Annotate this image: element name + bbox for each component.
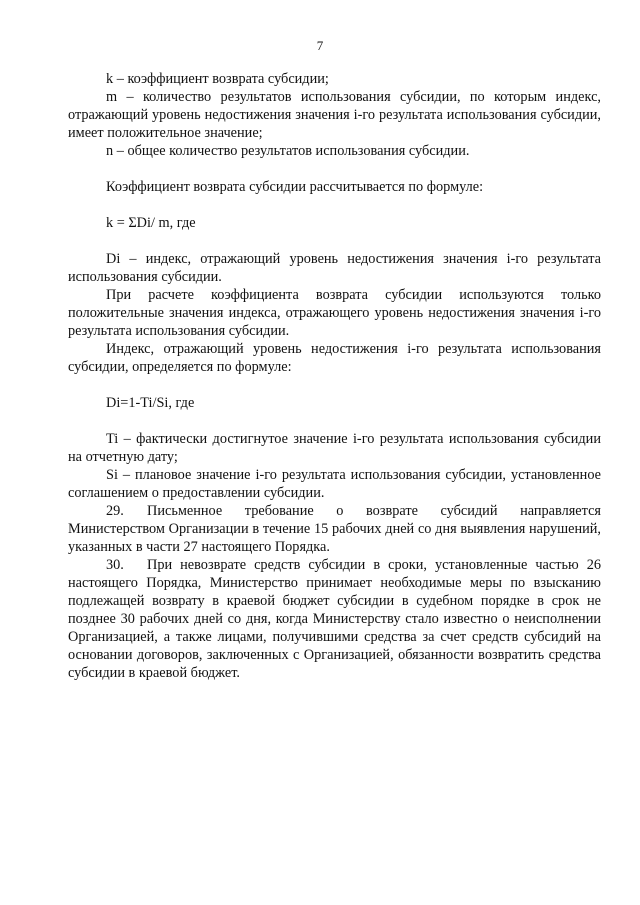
spacer: [68, 412, 601, 430]
paragraph-n-definition: n – общее количество результатов использования субсидии.: [106, 143, 470, 159]
page-number: 7: [316, 38, 324, 53]
paragraph-item-30: [68, 556, 601, 682]
paragraph-k-formula-intro: Коэффициент возврата субсидии рассчитывается по формуле:: [106, 179, 484, 195]
formula-k: k = ΣDi/ m, где: [106, 215, 196, 231]
paragraph-si-definition: Si – плановое значение i-го результата использования субсидии, установленное соглашением о предоставлении субсидии.: [68, 467, 601, 501]
item-30-number: 30.: [106, 557, 124, 573]
paragraph-positive-values-note: При расчете коэффициента возврата субсидии используются только положительные значения индекса, отражающего уровень недостижения значения i-го результата использования субсидии.: [68, 287, 601, 339]
spacer: [68, 376, 601, 394]
paragraph-k-definition: k – коэффициент возврата субсидии;: [106, 71, 329, 87]
paragraph-di-definition: Di – индекс, отражающий уровень недостижения значения i-го результата использования субсидии.: [68, 251, 601, 285]
formula-di: Di=1-Ti/Si, где: [106, 395, 195, 411]
paragraph-m-definition: m – количество результатов использования субсидии, по которым индекс, отражающий уровень недостижения значения i-го результата использования субсидии, имеет положительное значение;: [68, 89, 601, 141]
paragraph-ti-definition: Ti – фактически достигнутое значение i-го результата использования субсидии на отчетную дату;: [68, 431, 601, 465]
item-30-text: При невозврате средств субсидии в сроки, установленные частью 26 настоящего Порядка, Министерство принимает необходимые меры по взысканию подлежащей возврату в краевой бюджет субсидии в судебном порядке в срок не позднее 30 рабочих дней со дня, когда Министерству стало известно о неисполнении Организацией, а также лицами, получившими средства за счет средств субсидий на основании договоров, заключенных с Организацией, обязанности возвратить средства субсидии в краевой бюджет.: [68, 557, 601, 681]
paragraph-item-29: [68, 502, 601, 556]
paragraph-di-formula-intro: Индекс, отражающий уровень недостижения i-го результата использования субсидии, определяется по формуле:: [68, 341, 601, 375]
spacer: [68, 160, 601, 178]
spacer: [68, 196, 601, 214]
item-29-number: 29.: [106, 503, 124, 519]
spacer: [68, 232, 601, 250]
item-29-text: Письменное требование о возврате субсидий направляется Министерством Организации в течение 15 рабочих дней со дня выявления нарушений, указанных в части 27 настоящего Порядка.: [68, 503, 601, 555]
document-body: [68, 70, 601, 682]
